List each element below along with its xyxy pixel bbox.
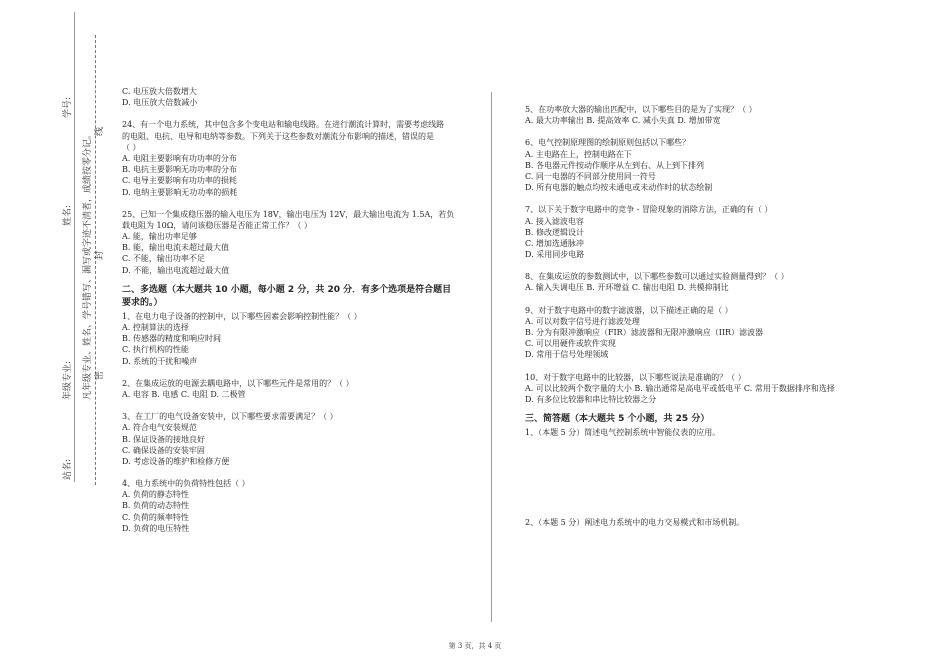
option-line: D. 负荷的电压特性	[122, 523, 190, 533]
option-line: B. 各电器元件按动作顺序从左到右、从上到下排列	[525, 160, 704, 170]
text-line	[525, 361, 870, 372]
short-answer-2: 2、（本题 5 分）阐述电力系统中的电力交易模式和市场机制。	[525, 517, 745, 527]
student-name-label: 姓名:	[63, 204, 73, 226]
option-line: D. 常用于信号处理领域	[525, 350, 609, 360]
option-line: B. 修改逻辑设计	[525, 227, 584, 237]
option-line: A. 输入失调电压 B. 开环增益 C. 输出电阻 D. 共模抑制比	[525, 283, 729, 293]
seal-word-xian: 线	[95, 126, 105, 136]
text-line	[525, 260, 870, 271]
text-line	[525, 193, 870, 204]
option-line: D. 系统的干扰和噪声	[122, 356, 198, 366]
question-7: 7、以下关于数字电路中的竞争 - 冒险现象的消除方法，正确的有（ ）	[525, 205, 773, 215]
grade-major-label: 年级专业:	[63, 360, 73, 400]
text-line	[122, 198, 467, 209]
option-line: C. 增加选通脉冲	[525, 238, 584, 248]
text-line	[525, 294, 870, 305]
text-line: （ ）	[122, 142, 141, 152]
option-line: D. 采用同步电路	[525, 250, 585, 260]
section-2-title: 二、多选题（本大题共 10 小题，每小题 2 分，共 20 分．有多个选项是符合题目	[122, 284, 452, 295]
option-line: C. 确保设备的安装牢固	[122, 445, 205, 455]
text-line	[122, 108, 467, 119]
option-line: D. 电纳主要影响无功功率的损耗	[122, 187, 238, 197]
option-line: A. 电阻主要影响有功功率的分布	[122, 153, 237, 163]
question-10: 10、对于数字电路中的比较器，以下哪些说法是准确的？（ ）	[525, 372, 746, 382]
question-25: 25、已知一个集成稳压器的输入电压为 18V，输出电压为 12V，最大输出电流为 1.5A，若负	[122, 209, 455, 219]
right-column	[525, 104, 870, 528]
seal-word-mi: 密	[95, 370, 105, 380]
text-line: 载电阻为 10Ω，请问该稳压器是否能正常工作？（ ）	[122, 220, 312, 230]
section-2-title-cont: 要求的。）	[122, 298, 163, 309]
text-line	[525, 126, 870, 137]
option-line: A. 接入滤波电容	[525, 216, 584, 226]
text-line: 的电阻、电抗、电导和电纳等参数。下列关于这些参数对潮流分布影响的描述，错误的是	[122, 131, 434, 141]
seal-dashed-line	[95, 35, 96, 485]
binding-notice: 凡年级专业、姓名、学号错写、漏写或字迹不清者，成绩按零分记。	[83, 129, 93, 400]
text-line: 3、在工厂的电气设备安装中，以下哪些要求需要满足？（ ）	[122, 412, 338, 422]
question-5: 5、在功率放大器的输出匹配中，以下哪些目的是为了实现？（ ）	[525, 105, 757, 114]
text-line: 1、在电力电子设备的控制中，以下哪些因素会影响控制性能？（ ）	[122, 311, 362, 321]
option-line: D. 考虑设备的维护和检修方便	[122, 456, 230, 466]
option-line: C. 不能，输出功率不足	[122, 254, 205, 264]
option-line: A. 符合电气安装规范	[122, 423, 197, 433]
option-line: A. 可以对数字信号进行滤波处理	[525, 316, 640, 326]
exam-number-label: 学号:	[63, 96, 73, 118]
text-line: 2、在集成运放的电源去耦电路中，以下哪些元件是常用的？（ ）	[122, 378, 354, 388]
option-line: C. 电导主要影响有功功率的损耗	[122, 176, 237, 186]
option-line: B. 分为有限冲激响应（FIR）滤波器和无限冲激响应（IIR）滤波器	[525, 328, 764, 337]
short-answer-1: 1、（本题 5 分）简述电气控制系统中智能仪表的应用。	[525, 427, 721, 437]
option-line: B. 负荷的动态特性	[122, 501, 189, 511]
column-divider	[491, 92, 492, 622]
text-line: D. 电压放大倍数减小	[122, 98, 198, 108]
option-line: A. 可以比较两个数字量的大小 B. 输出通常是高电平或低电平 C. 常用于数据排序和选择	[525, 383, 835, 393]
question-8: 8、在集成运放的参数测试中，以下哪些参数可以通过实验测量得到？（ ）	[525, 272, 789, 282]
question-24: 24、有一个电力系统，其中包含多个变电站和输电线路。在进行潮流计算时，需要考虑线路	[122, 120, 445, 130]
section-3-title: 三、简答题（本大题共 5 个小题，共 25 分）	[525, 414, 710, 425]
question-6: 6、电气控制原理图的绘制原则包括以下哪些？	[525, 138, 691, 148]
text-line	[122, 367, 467, 378]
option-line: B. 保证设备的接地良好	[122, 434, 205, 444]
question-9: 9、对于数字电路中的数字滤波器，以下描述正确的是（ ）	[525, 305, 733, 315]
option-line: A. 电容 B. 电感 C. 电阻 D. 二极管	[122, 389, 246, 399]
text-line: 4、电力系统中的负荷特性包括（ ）	[122, 479, 250, 489]
option-line: D. 有多位比较器和串比特比较器之分	[525, 394, 657, 404]
option-line: A. 最大功率输出 B. 提高效率 C. 减小失真 D. 增加带宽	[525, 116, 721, 126]
option-line: A. 控制算法的选择	[122, 323, 189, 332]
option-line: D. 不能，输出电流超过最大值	[122, 265, 230, 275]
option-line: A. 负荷的静态特性	[122, 490, 189, 500]
option-line: C. 可以用硬件或软件实现	[525, 339, 616, 349]
option-line: C. 执行机构的性能	[122, 345, 189, 355]
exam-center-label: 站名:	[63, 458, 73, 480]
seal-word-feng: 封	[95, 250, 105, 260]
option-line: B. 能，输出电流未超过最大值	[122, 243, 229, 253]
text-line: C. 电压放大倍数增大	[122, 87, 197, 96]
option-line: B. 传感器的精度和响应时间	[122, 334, 221, 344]
text-line	[122, 400, 467, 411]
binding-line	[74, 12, 75, 482]
page-footer: 第 3 页，共 4 页	[448, 642, 502, 650]
option-line: B. 电抗主要影响无功功率的分布	[122, 165, 237, 175]
option-line: A. 主电路在上，控制电路在下	[525, 149, 632, 159]
text-line	[122, 467, 467, 478]
option-line: D. 所有电器的触点均按未通电或未动作时的状态绘制	[525, 183, 713, 193]
option-line: C. 同一电器的不同部分使用同一符号	[525, 171, 656, 181]
option-line: A. 能，输出功率足够	[122, 232, 197, 242]
option-line: C. 负荷的频率特性	[122, 512, 189, 522]
left-column	[122, 86, 467, 534]
